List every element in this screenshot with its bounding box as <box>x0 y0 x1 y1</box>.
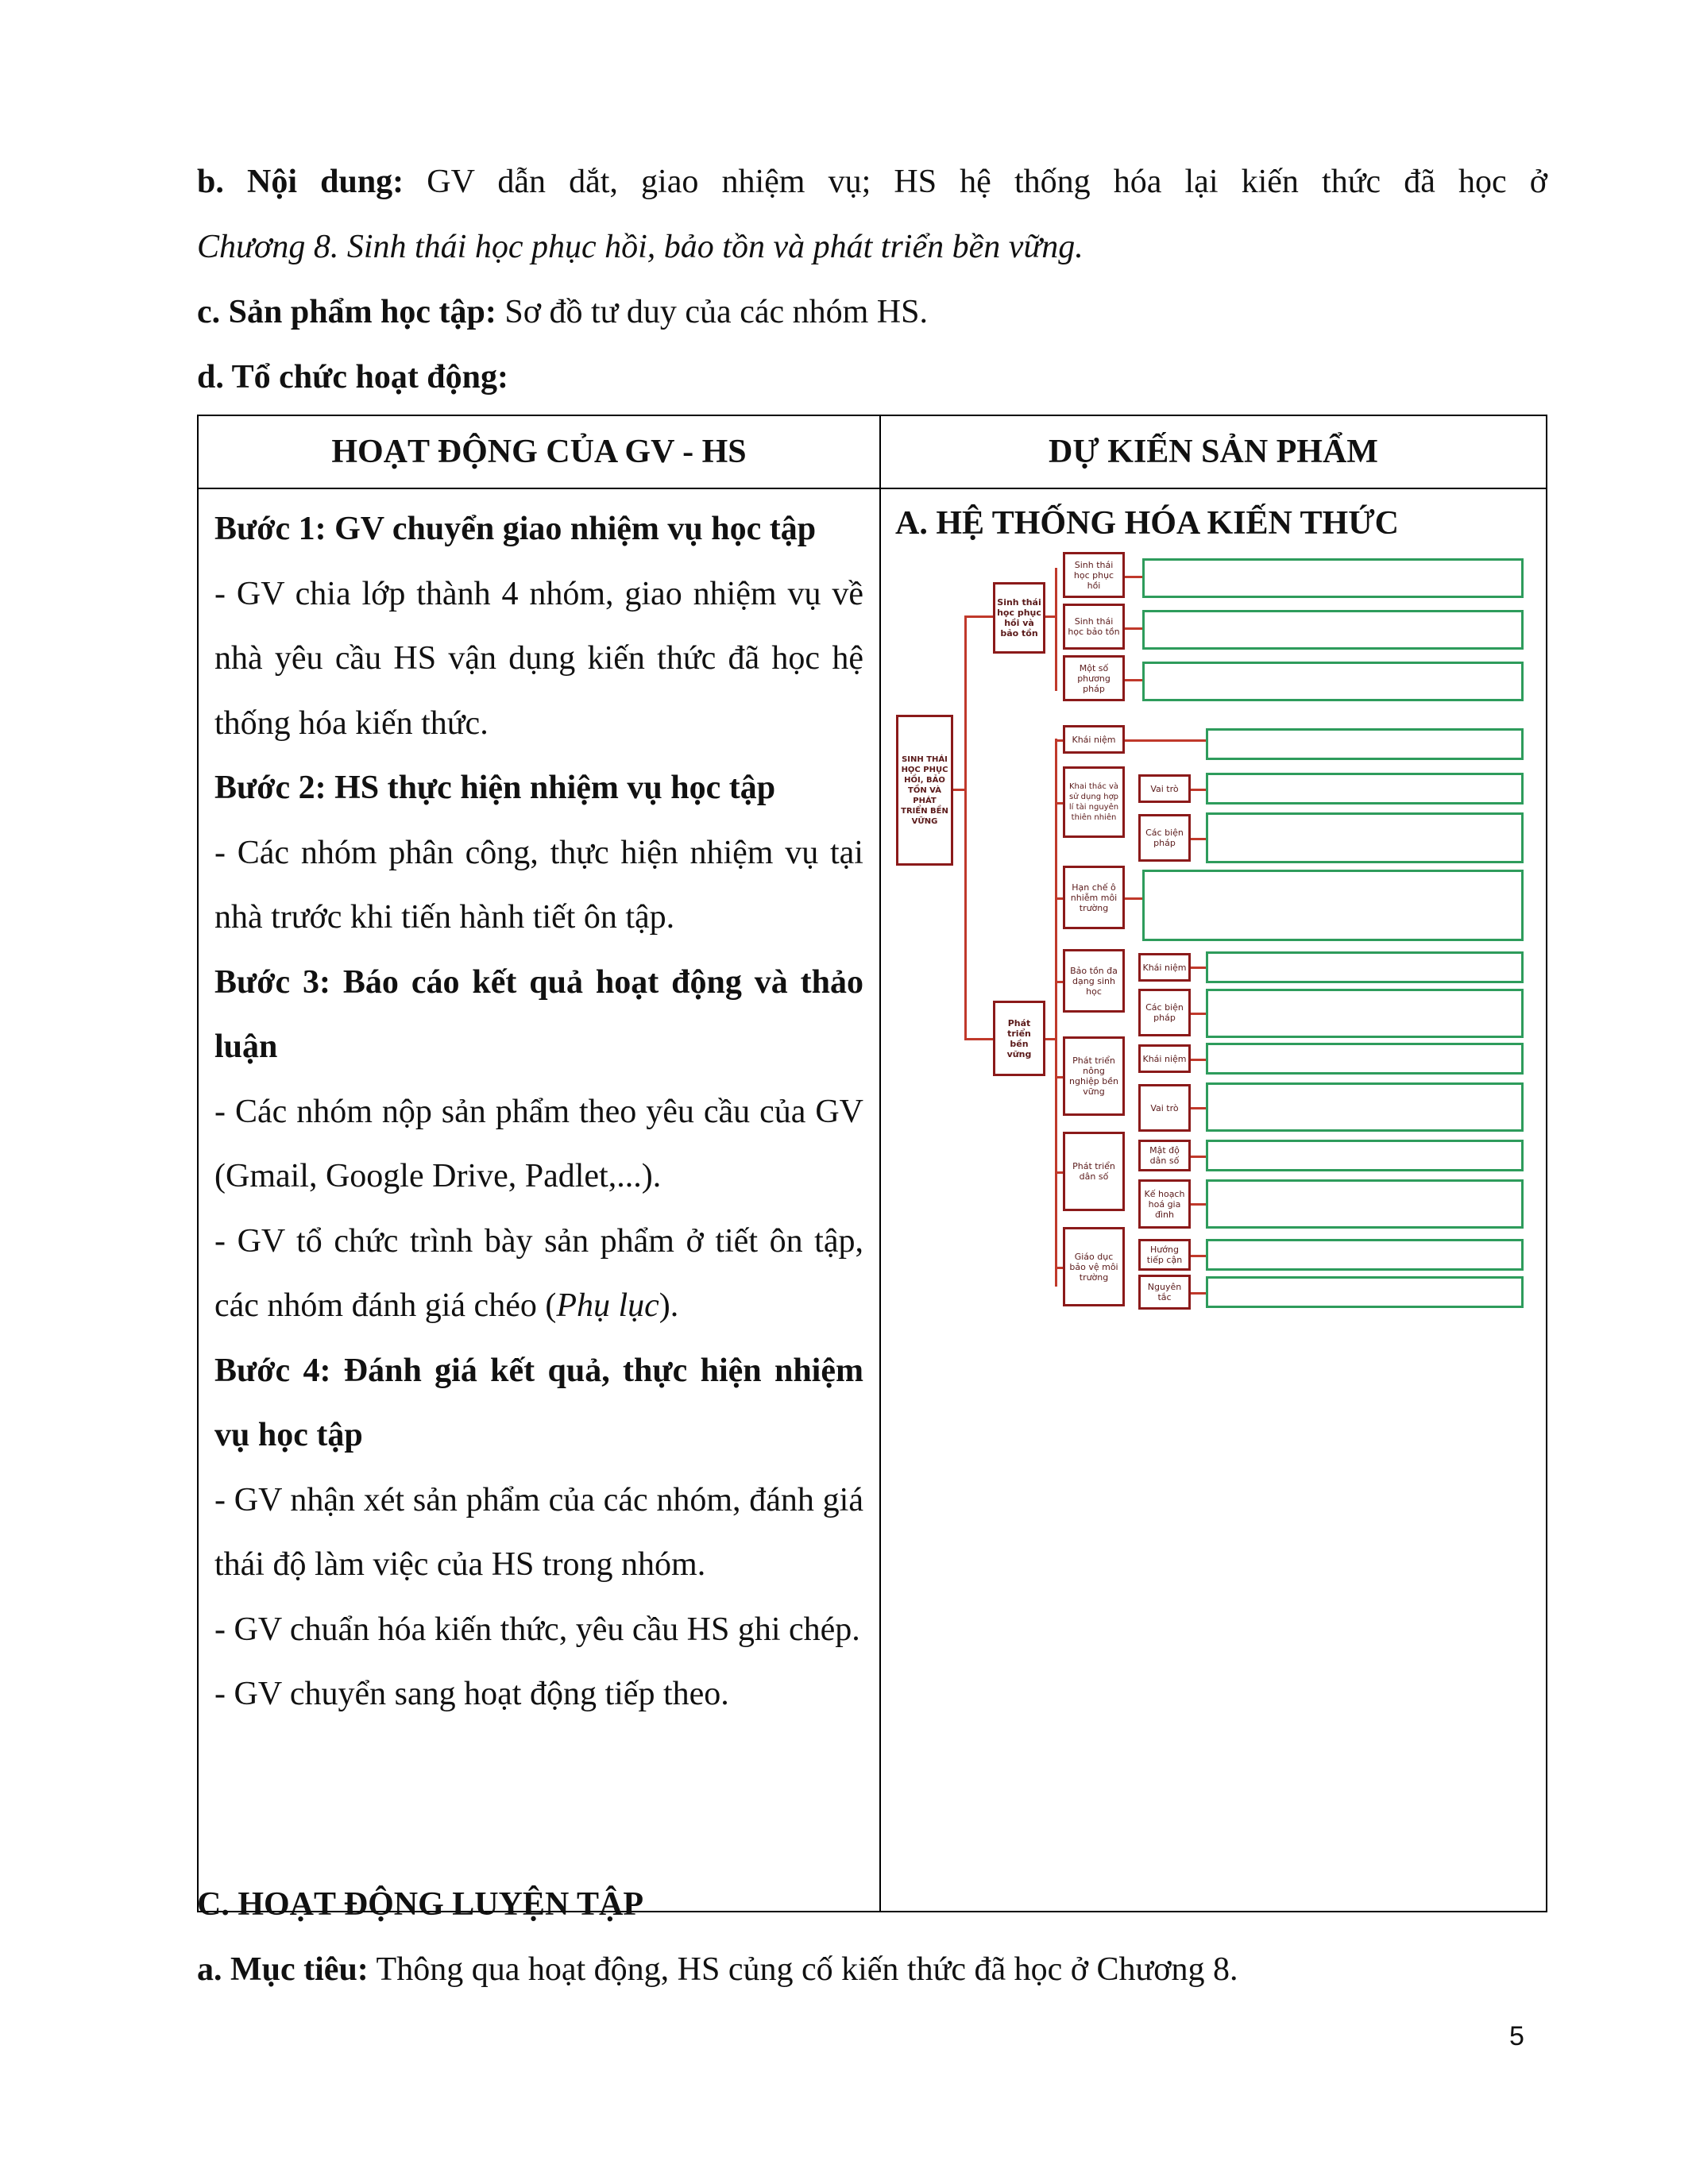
connector <box>1057 897 1063 900</box>
leaf <box>1206 1239 1524 1271</box>
product-paragraph <box>197 280 1547 345</box>
goal-paragraph <box>197 1937 1547 2002</box>
goal-label: a. Mục tiêu: <box>197 1951 369 1988</box>
connector <box>1191 789 1206 791</box>
leaf <box>1206 951 1524 983</box>
sub-approach: Hướng tiếp cận <box>1138 1239 1191 1271</box>
sub-concept-2: Khái niệm <box>1138 1044 1191 1073</box>
b1-item-conservation: Sinh thái học bảo tồn <box>1063 604 1125 650</box>
b2-item-biodiversity: Bảo tồn đa dạng sinh học <box>1063 949 1125 1013</box>
page-number: 5 <box>1509 2021 1524 2051</box>
connector <box>1191 1156 1206 1158</box>
leaf <box>1142 610 1524 650</box>
connector <box>1125 679 1142 681</box>
step3-text2 <box>214 1210 863 1339</box>
step4-title: Bước 4: Đánh giá kết quả, thực hiện nhiệm vụ học tập <box>214 1352 863 1453</box>
connector <box>1055 739 1057 1287</box>
connector <box>953 789 964 791</box>
content-label: b. Nội dung: <box>197 164 404 200</box>
step3-text1: - Các nhóm nộp sản phẩm theo yêu cầu của GV (Gmail, Google Drive, Padlet,...). <box>214 1093 863 1194</box>
connector <box>1045 615 1055 618</box>
leaf <box>1206 728 1524 760</box>
connector <box>1191 1292 1206 1295</box>
content-text: GV dẫn dắt, giao nhiệm vụ; HS hệ thống hóa lại kiến thức đã học ở <box>404 164 1547 200</box>
b2-item-concept: Khái niệm <box>1063 725 1125 754</box>
org-label: d. Tổ chức hoạt động: <box>197 359 509 396</box>
header-activities: HOẠT ĐỘNG CỦA GV - HS <box>198 415 880 488</box>
step3-title: Bước 3: Báo cáo kết quả hoạt động và thảo luận <box>214 963 863 1065</box>
sub-concept: Khái niệm <box>1138 953 1191 982</box>
step2-text: - Các nhóm phân công, thực hiện nhiệm vụ tại nhà trước khi tiến hành tiết ôn tập. <box>214 834 863 936</box>
leaf <box>1142 870 1524 941</box>
step4-text2: - GV chuẩn hóa kiến thức, yêu cầu HS ghi chép. <box>214 1611 860 1648</box>
connector <box>1125 576 1142 578</box>
step1-text: - GV chia lớp thành 4 nhóm, giao nhiệm vụ về nhà yêu cầu HS vận dụng kiến thức đã học hệ thống hóa kiến thức. <box>214 575 863 742</box>
mind-map-diagram <box>896 552 1532 1314</box>
leaf <box>1206 773 1524 805</box>
mindmap-branch1: Sinh thái học phục hồi và bảo tồn <box>993 582 1045 654</box>
connector <box>1057 802 1063 805</box>
connector <box>964 1038 993 1040</box>
sub-principles: Nguyên tắc <box>1138 1275 1191 1310</box>
leaf <box>1206 1179 1524 1229</box>
connector <box>1055 568 1057 691</box>
connector <box>1191 1255 1206 1257</box>
connector <box>1191 967 1206 969</box>
product-text: Sơ đồ tư duy của các nhóm HS. <box>496 294 928 330</box>
mindmap-root: SINH THÁI HỌC PHỤC HỒI, BẢO TỒN VÀ PHÁT TRIỂN BỀN VỮNG <box>896 715 953 866</box>
step4-text1: - GV nhận xét sản phẩm của các nhóm, đánh giá thái độ làm việc của HS trong nhóm. <box>214 1481 863 1583</box>
leaf <box>1206 812 1524 863</box>
connector <box>1191 838 1206 840</box>
connector <box>1191 1107 1206 1109</box>
chapter-title: Chương 8. Sinh thái học phục hồi, bảo tồn và phát triển bền vững. <box>197 229 1083 265</box>
goal-text: Thông qua hoạt động, HS củng cố kiến thức đã học ở Chương 8. <box>368 1951 1238 1988</box>
step3-text2-pre: - GV tổ chức trình bày sản phẩm ở tiết ôn tập, các nhóm đánh giá chéo ( <box>214 1222 863 1324</box>
b2-item-agriculture: Phát triển nông nghiệp bền vững <box>1063 1036 1125 1116</box>
connector <box>964 615 967 1040</box>
content-paragraph-line2 <box>197 214 1547 280</box>
connector <box>964 615 993 618</box>
product-label: c. Sản phẩm học tập: <box>197 294 496 330</box>
connector <box>1191 1203 1206 1206</box>
b2-item-resources: Khai thác và sử dụng hợp lí tài nguyên thiên nhiên <box>1063 766 1125 838</box>
sub-measures-2: Các biện pháp <box>1138 989 1191 1036</box>
sub-role: Vai trò <box>1138 774 1191 803</box>
connector <box>1057 1171 1063 1174</box>
leaf <box>1142 662 1524 701</box>
step3-text2-post: ). <box>659 1287 679 1324</box>
knowledge-system-heading: A. HỆ THỐNG HÓA KIẾN THỨC <box>894 505 1399 542</box>
header-expected-product: DỰ KIẾN SẢN PHẨM <box>880 415 1547 488</box>
table-header-row <box>198 415 1547 488</box>
sub-measures: Các biện pháp <box>1138 814 1191 862</box>
step4-text3: - GV chuyển sang hoạt động tiếp theo. <box>214 1676 729 1712</box>
b2-item-education: Giáo dục bảo vệ môi trường <box>1063 1227 1125 1306</box>
organization-heading <box>197 345 1547 410</box>
leaf <box>1206 1043 1524 1075</box>
appendix-ref: Phụ lục <box>556 1287 659 1324</box>
mindmap-branch2: Phát triển bền vững <box>993 1001 1045 1076</box>
leaf <box>1142 558 1524 598</box>
leaf <box>1206 989 1524 1038</box>
connector <box>1045 1038 1055 1040</box>
connector <box>1125 627 1142 630</box>
leaf <box>1206 1082 1524 1132</box>
b2-item-population: Phát triển dân số <box>1063 1132 1125 1211</box>
step1-title: Bước 1: GV chuyển giao nhiệm vụ học tập <box>214 511 817 547</box>
connector <box>1125 897 1142 900</box>
connector <box>1191 1013 1206 1015</box>
connector <box>1057 1267 1063 1269</box>
connector <box>1057 981 1063 983</box>
activities-cell <box>198 488 880 1912</box>
b1-item-methods: Một số phương pháp <box>1063 655 1125 701</box>
connector <box>1057 1076 1063 1078</box>
leaf <box>1206 1140 1524 1171</box>
connector <box>1191 1059 1206 1061</box>
content-paragraph <box>197 149 1547 214</box>
b1-item-restoration: Sinh thái học phục hồi <box>1063 552 1125 598</box>
connector <box>1125 739 1206 742</box>
leaf <box>1206 1276 1524 1308</box>
sub-role-2: Vai trò <box>1138 1084 1191 1132</box>
practice-section-title <box>197 1872 1547 1937</box>
b2-item-pollution: Hạn chế ô nhiễm môi trường <box>1063 866 1125 929</box>
connector <box>1057 739 1063 742</box>
sub-density: Mật độ dân số <box>1138 1140 1191 1171</box>
section-title: C. HOẠT ĐỘNG LUYỆN TẬP <box>197 1886 644 1923</box>
sub-family-planning: Kế hoạch hoá gia đình <box>1138 1179 1191 1229</box>
step2-title: Bước 2: HS thực hiện nhiệm vụ học tập <box>214 770 776 806</box>
